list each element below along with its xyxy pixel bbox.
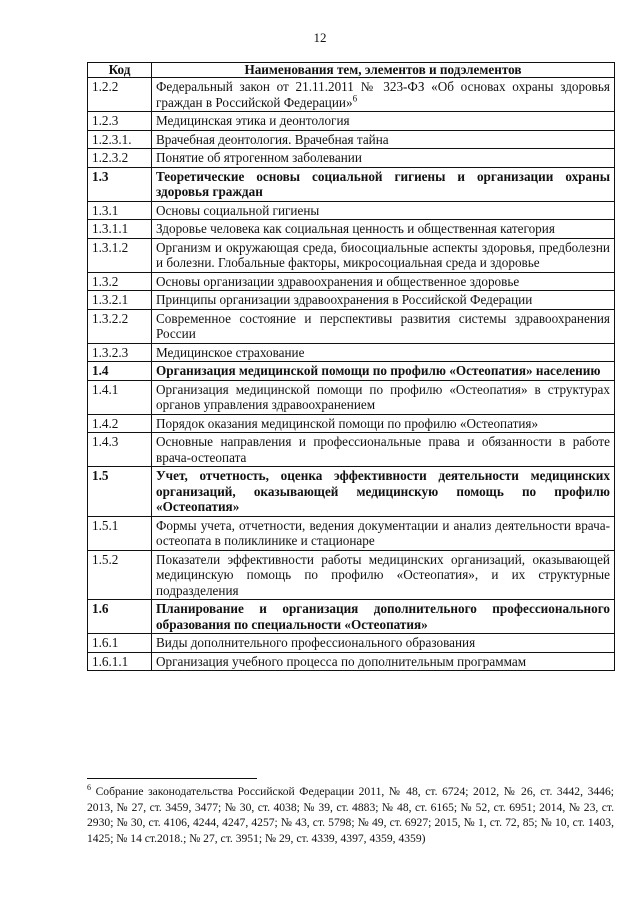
row-name [152,238,615,272]
row-code: 1.4.2 [88,414,152,433]
row-code: 1.5 [88,467,152,517]
row-name [152,220,615,239]
footnote-divider [87,778,257,779]
row-name-text: Организм и окружающая среда, биосоциальные аспекты здоровья, предболезни и болезни. Глобальные факторы, микросоциальная среда и здоровье [156,239,610,270]
footnote-text: Собрание законодательства Российской Федерации 2011, № 48, ст. 6724; 2012, № 26, ст. 3442, 3446; 2013, № 27, ст. 3459, 3477; № 30, ст. 4038; № 39, ст. 4883; № 48, ст. 6165; № 52, ст. 6951; 2014, № 23, ст. 2930; № 30, ст. 4106, 4244, 4247, 4257; № 43, ст. 5798; № 49, ст. 6927; 2015, № 1, ст. 72, 85; № 10, ст. 1403, 1425; № 14 ст.2018.; № 27, ст. 3951; № 29, ст. 4339, 4397, 4359, 4359) [87,785,614,845]
row-name [152,343,615,362]
row-name [152,130,615,149]
row-name-text: Теоретические основы социальной гигиены и организации охраны здоровья граждан [156,168,610,199]
row-name-text: Организация медицинской помощи по профилю «Остеопатия» населению [156,363,601,378]
row-name [152,167,615,201]
table-row [88,272,615,291]
row-name [152,467,615,517]
row-name-text: Врачебная деонтология. Врачебная тайна [156,131,389,147]
row-name-text: Организация учебного процесса по дополнительным программам [156,653,527,669]
row-name [152,516,615,550]
row-code: 1.3.1 [88,201,152,220]
row-name-text: Формы учета, отчетности, ведения документации и анализ деятельности врача-остеопата в поликлинике и стационаре [156,517,610,548]
table-body [88,78,615,671]
row-name-text: Основы организации здравоохранения и общественное здоровье [156,273,520,289]
table-row [88,550,615,600]
row-code: 1.2.3.1. [88,130,152,149]
row-name [152,112,615,131]
row-name [152,291,615,310]
table-row [88,652,615,671]
table-row [88,516,615,550]
row-code: 1.3.2 [88,272,152,291]
row-name-text: Порядок оказания медицинской помощи по профилю «Остеопатия» [156,415,539,431]
row-code: 1.5.1 [88,516,152,550]
row-name-text: Показатели эффективности работы медицинских организаций, оказывающей медицинскую помощь по профилю «Остеопатия», и их структурные подразделения [156,551,610,598]
row-code: 1.3.1.2 [88,238,152,272]
row-name [152,78,615,112]
row-name [152,272,615,291]
table-row [88,634,615,653]
row-name-text: Федеральный закон от 21.11.2011 № 323-ФЗ «Об основах охраны здоровья граждан в Российской Федерации» [156,79,610,110]
row-code: 1.3.1.1 [88,220,152,239]
row-code: 1.4.1 [88,380,152,414]
table-row [88,467,615,517]
row-code: 1.3.2.1 [88,291,152,310]
row-name [152,600,615,634]
topics-table [87,62,615,671]
header-name: Наименования тем, элементов и подэлементов [152,63,615,78]
row-name [152,550,615,600]
row-code: 1.2.3.2 [88,149,152,168]
row-name [152,414,615,433]
row-name [152,652,615,671]
table-row [88,220,615,239]
row-name [152,362,615,381]
row-name-text: Основные направления и профессиональные права и обязанности в работе врача-остеопата [156,434,610,465]
table-row [88,343,615,362]
footnote [87,784,614,846]
row-code: 1.5.2 [88,550,152,600]
table-row [88,149,615,168]
row-name-text: Понятие об ятрогенном заболевании [156,150,362,165]
row-name [152,634,615,653]
row-name-text: Виды дополнительного профессионального образования [156,635,476,650]
row-code: 1.3.2.3 [88,343,152,362]
row-name [152,433,615,467]
row-name-text: Учет, отчетность, оценка эффективности деятельности медицинских организаций, оказывающей медицинскую помощь по профилю «Остеопатия» [156,468,610,514]
row-name-text: Современное состояние и перспективы развития системы здравоохранения России [156,310,610,341]
table-row [88,238,615,272]
table-header-row [88,63,615,78]
page-number: 12 [313,30,327,45]
row-code: 1.2.2 [88,78,152,112]
row-name [152,309,615,343]
row-code: 1.6 [88,600,152,634]
row-name-text: Планирование и организация дополнительного профессионального образования по специальности «Остеопатия» [156,601,610,632]
table-row [88,78,615,112]
row-code: 1.3 [88,167,152,201]
row-name [152,380,615,414]
row-code: 1.2.3 [88,112,152,131]
footnote-mark: 6 [87,783,91,793]
row-code: 1.4 [88,362,152,381]
row-name-text: Основы социальной гигиены [156,202,320,218]
table-row [88,433,615,467]
table-row [88,309,615,343]
row-name-text: Организация медицинской помощи по профилю «Остеопатия» в структурах органов управления здравоохранением [156,381,610,412]
row-code: 1.6.1 [88,634,152,653]
row-code: 1.4.3 [88,433,152,467]
row-name [152,201,615,220]
footnote-reference: 6 [352,93,358,104]
row-name-text: Медицинская этика и деонтология [156,113,350,128]
table-row [88,414,615,433]
row-name-text: Здоровье человека как социальная ценность и общественная категория [156,221,555,236]
table-row [88,362,615,381]
row-code: 1.6.1.1 [88,652,152,671]
table-row [88,167,615,201]
table-row [88,380,615,414]
table-row [88,130,615,149]
row-name-text: Принципы организации здравоохранения в Российской Федерации [156,292,533,307]
row-name [152,149,615,168]
table-row [88,201,615,220]
header-code: Код [88,63,152,78]
row-code: 1.3.2.2 [88,309,152,343]
row-name-text: Медицинское страхование [156,344,305,360]
table-row [88,291,615,310]
table-row [88,600,615,634]
table-row [88,112,615,131]
